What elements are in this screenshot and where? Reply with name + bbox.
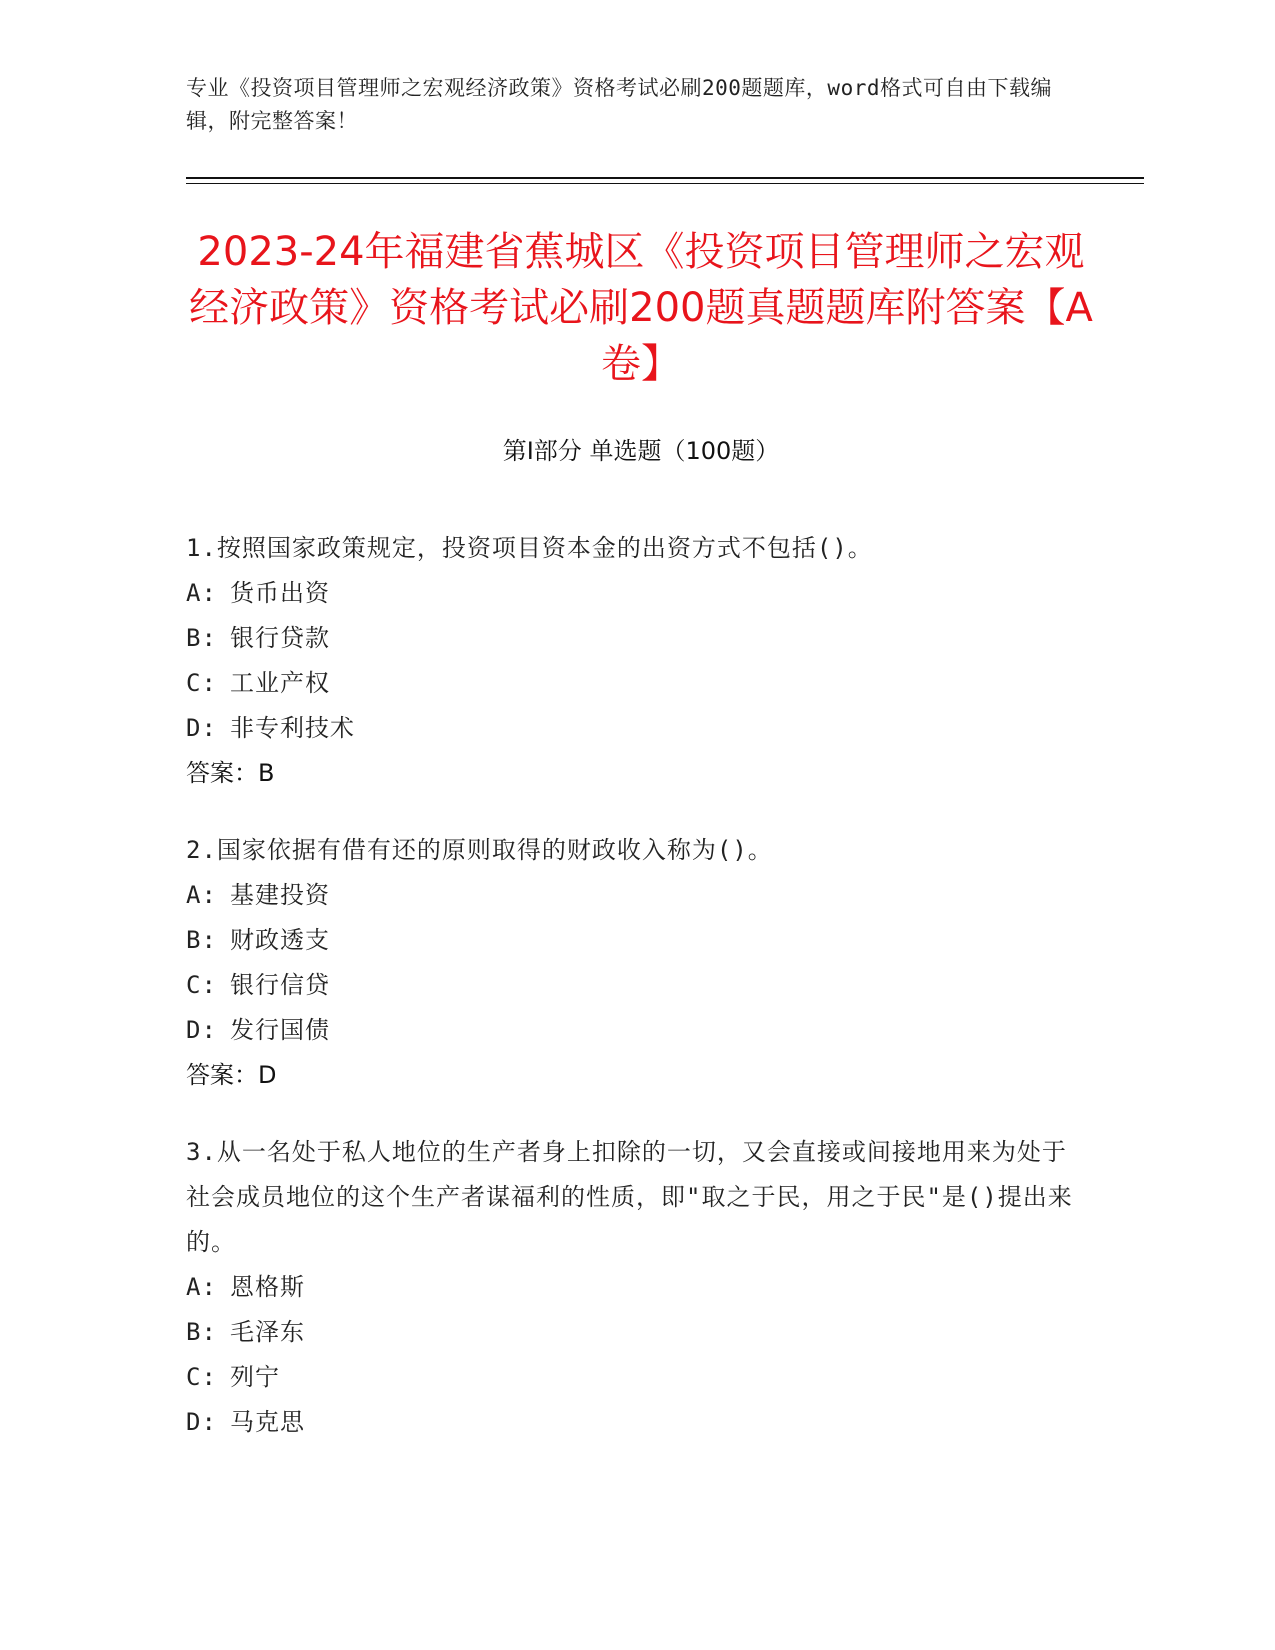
question-stem: 3.从一名处于私人地位的生产者身上扣除的一切，又会直接或间接地用来为处于社会成员地位的这个生产者谋福利的性质，即"取之于民，用之于民"是()提出来的。 xyxy=(186,1138,1073,1256)
option-key: C: xyxy=(186,669,217,697)
option-text: 恩格斯 xyxy=(230,1273,305,1301)
option-a xyxy=(186,1265,1086,1310)
header-divider-thick xyxy=(186,177,1144,179)
question-2 xyxy=(186,828,1086,1098)
option-key: B: xyxy=(186,926,217,954)
option-text: 工业产权 xyxy=(230,669,330,697)
option-key: A: xyxy=(186,579,217,607)
option-key: A: xyxy=(186,881,217,909)
option-key: D: xyxy=(186,1408,217,1436)
document-title: 2023-24年福建省蕉城区《投资项目管理师之宏观经济政策》资格考试必刷200题真题题库附答案【A卷】 xyxy=(189,229,1093,387)
option-a xyxy=(186,571,1086,616)
header-note: 专业《投资项目管理师之宏观经济政策》资格考试必刷200题题库，word格式可自由下载编辑，附完整答案！ xyxy=(186,76,1052,133)
answer-line: 答案：D xyxy=(186,1061,277,1089)
option-key: D: xyxy=(186,714,217,742)
option-text: 基建投资 xyxy=(230,881,330,909)
option-text: 马克思 xyxy=(230,1408,305,1436)
option-key: C: xyxy=(186,1363,217,1391)
option-text: 财政透支 xyxy=(230,926,330,954)
option-b xyxy=(186,918,1086,963)
option-key: C: xyxy=(186,971,217,999)
option-c xyxy=(186,1355,1086,1400)
question-stem: 1.按照国家政策规定，投资项目资本金的出资方式不包括()。 xyxy=(186,534,873,562)
question-list xyxy=(186,526,1086,1477)
option-key: A: xyxy=(186,1273,217,1301)
option-a xyxy=(186,873,1086,918)
answer-line: 答案：B xyxy=(186,759,275,787)
option-d xyxy=(186,706,1086,751)
option-c xyxy=(186,661,1086,706)
header-divider-thin xyxy=(186,183,1144,184)
section-title: 第Ⅰ部分 单选题（100题） xyxy=(502,437,780,465)
question-stem: 2.国家依据有借有还的原则取得的财政收入称为()。 xyxy=(186,836,773,864)
option-text: 非专利技术 xyxy=(230,714,355,742)
option-text: 银行贷款 xyxy=(230,624,330,652)
option-d xyxy=(186,1008,1086,1053)
question-3 xyxy=(186,1130,1086,1445)
option-text: 货币出资 xyxy=(230,579,330,607)
option-b xyxy=(186,616,1086,661)
option-key: B: xyxy=(186,1318,217,1346)
option-key: D: xyxy=(186,1016,217,1044)
option-text: 发行国债 xyxy=(230,1016,330,1044)
question-1 xyxy=(186,526,1086,796)
option-b xyxy=(186,1310,1086,1355)
option-text: 列宁 xyxy=(230,1363,280,1391)
option-text: 银行信贷 xyxy=(230,971,330,999)
option-text: 毛泽东 xyxy=(230,1318,305,1346)
option-d xyxy=(186,1400,1086,1445)
option-key: B: xyxy=(186,624,217,652)
option-c xyxy=(186,963,1086,1008)
